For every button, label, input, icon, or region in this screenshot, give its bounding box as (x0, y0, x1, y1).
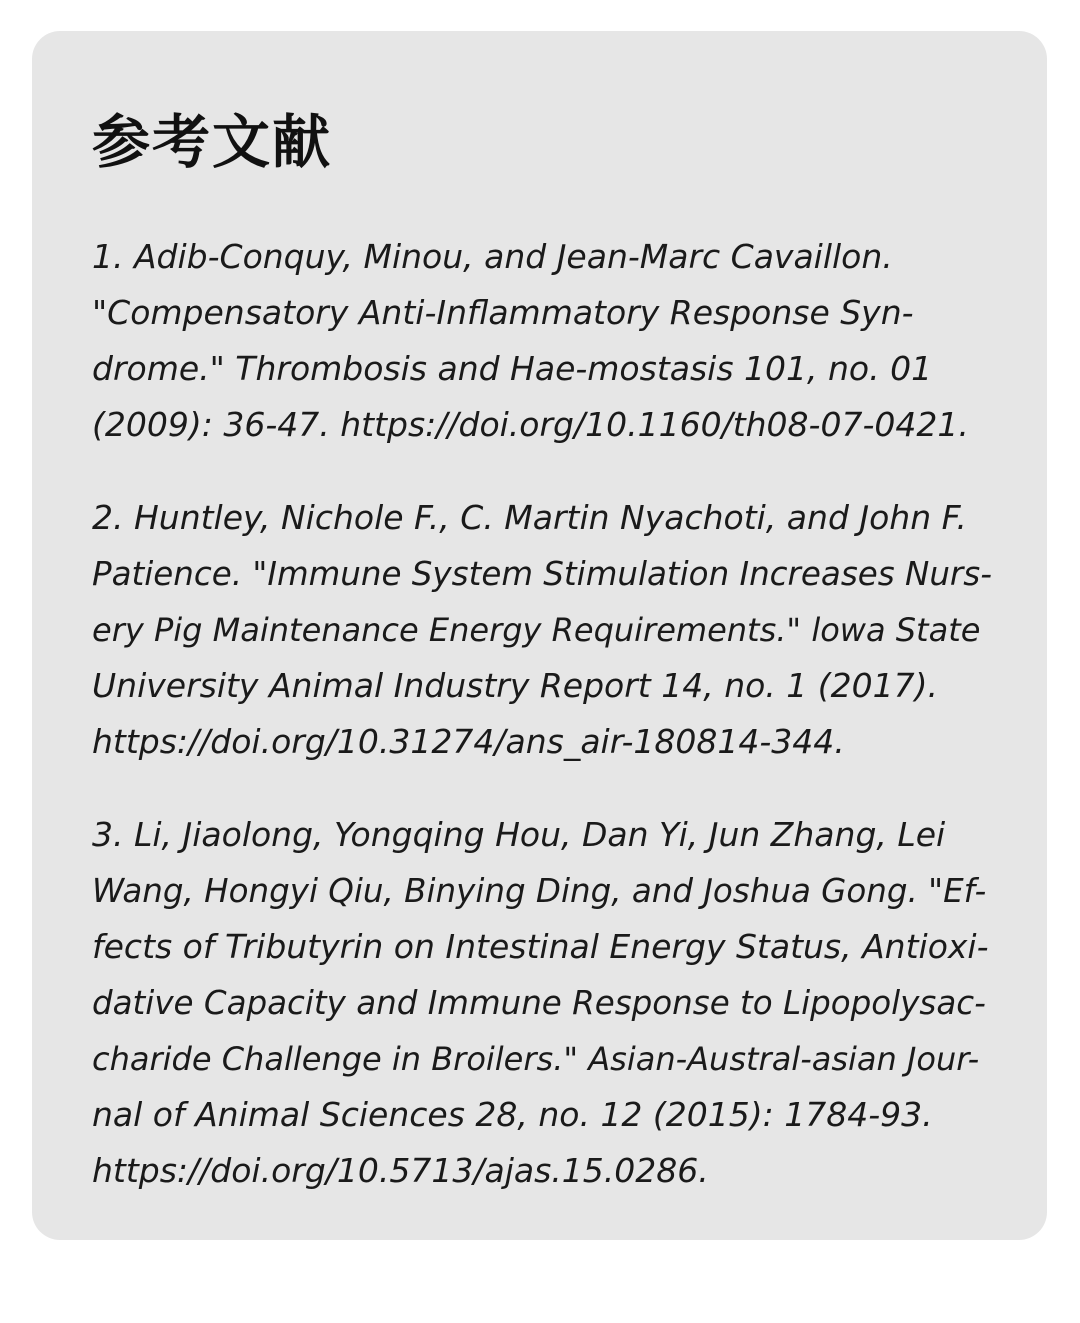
reference-line: nal of Animal Sciences 28, no. 12 (2015): 1784-93. (92, 1095, 933, 1134)
reference-line: https://doi.org/10.31274/ans_air-180814-344. (92, 722, 845, 761)
reference-line: "Compensatory Anti-Inflammatory Response Syn- (92, 293, 914, 332)
reference-line: charide Challenge in Broilers." Asian-Austral-asian Jour- (92, 1040, 980, 1078)
reference-list (92, 229, 992, 1199)
reference-line: dative Capacity and Immune Response to Lipopolysac- (92, 984, 986, 1022)
reference-line: drome." Thrombosis and Hae-mostasis 101, no. 01 (92, 349, 933, 388)
section-title: 参考文献 (92, 108, 333, 176)
reference-item-2 (92, 490, 992, 770)
reference-item-1 (92, 229, 992, 453)
references-card (32, 31, 1047, 1240)
reference-line: 2. Huntley, Nichole F., C. Martin Nyachoti, and John F. (92, 498, 967, 537)
reference-line: Wang, Hongyi Qiu, Binying Ding, and Joshua Gong. "Ef- (92, 872, 987, 910)
reference-line: ery Pig Maintenance Energy Requirements." lowa State (92, 611, 981, 649)
reference-line: (2009): 36-47. https://doi.org/10.1160/th08-07-0421. (92, 405, 969, 444)
reference-line: fects of Tributyrin on Intestinal Energy Status, Antioxi- (92, 927, 989, 966)
reference-line: Patience. "Immune System Stimulation Increases Nurs- (92, 555, 992, 593)
reference-line: University Animal Industry Report 14, no. 1 (2017). (92, 666, 938, 705)
reference-line: 3. Li, Jiaolong, Yongqing Hou, Dan Yi, Jun Zhang, Lei (92, 815, 946, 854)
reference-item-3 (92, 807, 992, 1199)
reference-line: 1. Adib-Conquy, Minou, and Jean-Marc Cavaillon. (92, 237, 893, 276)
reference-line: https://doi.org/10.5713/ajas.15.0286. (92, 1151, 709, 1190)
